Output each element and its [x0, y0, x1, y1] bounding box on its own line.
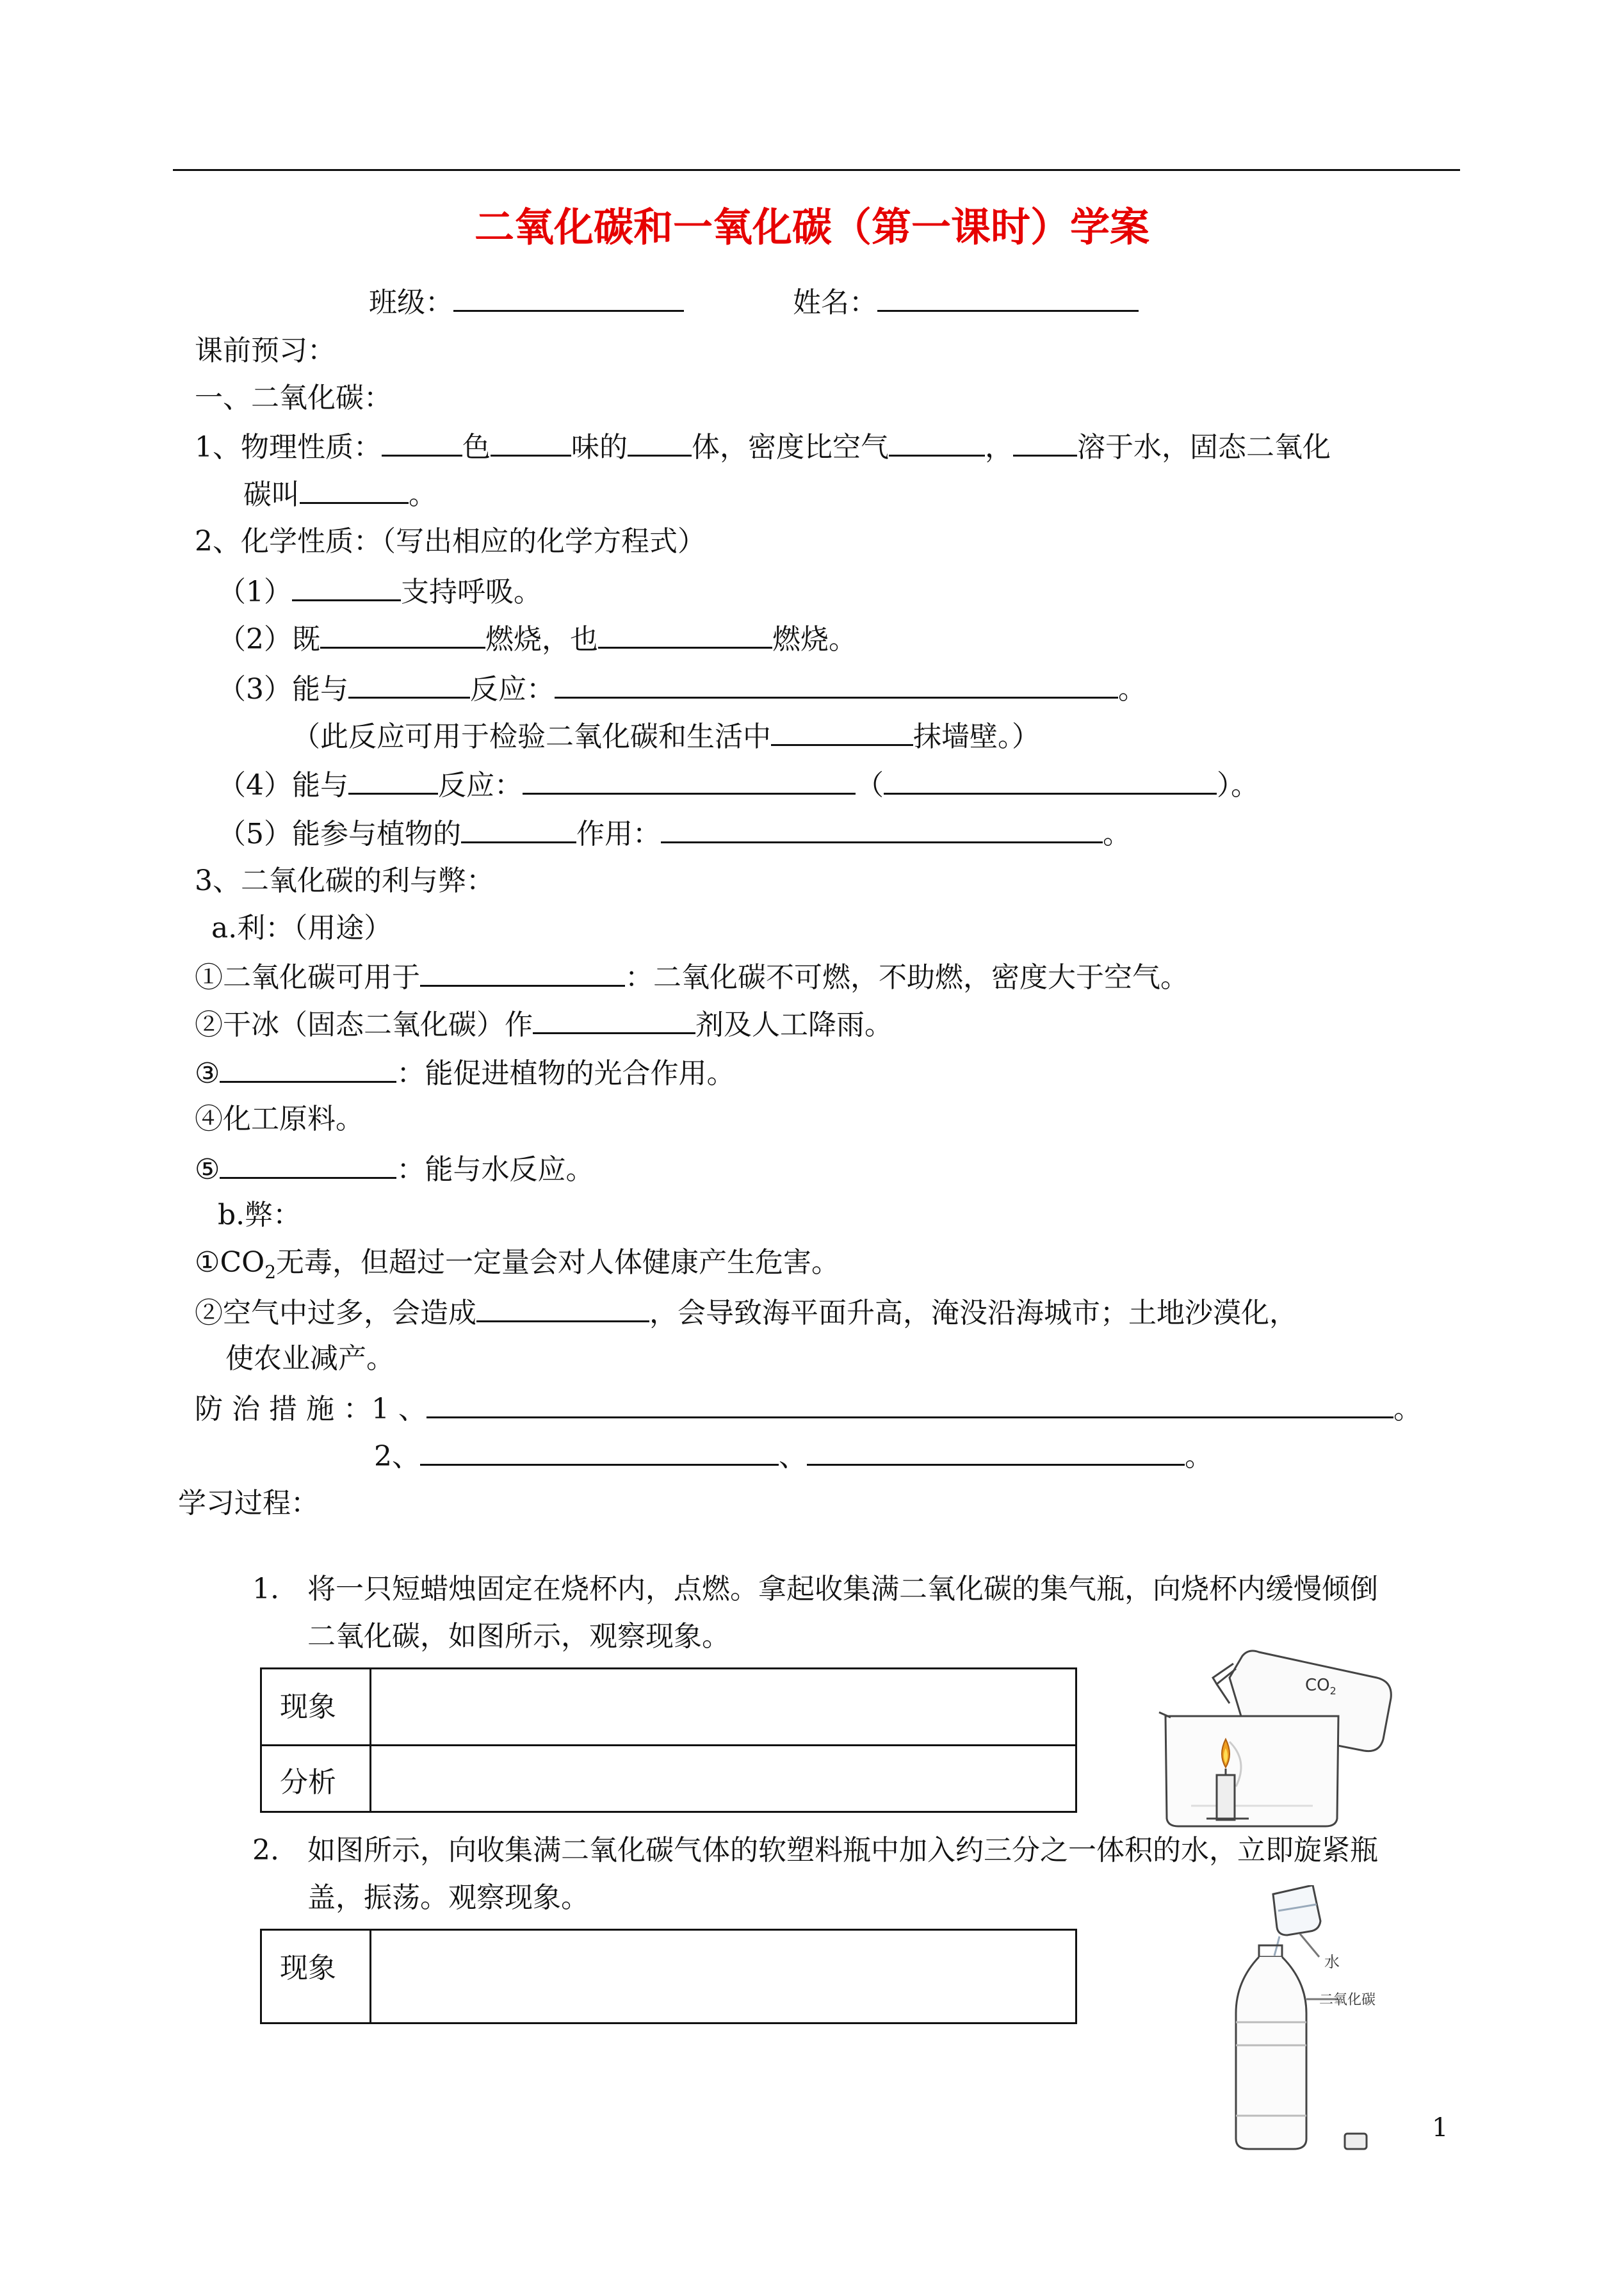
measure-2: 2、 、 。: [374, 1436, 1213, 1476]
chem-item-3: （3）能与 反应： 。: [218, 669, 1146, 709]
use-3: ③ ：能促进植物的光合作用。: [195, 1053, 735, 1093]
exp1-line1: 将一只短蜡烛固定在烧杯内，点燃。拿起收集满二氧化碳的集气瓶，向烧杯内缓慢倾倒: [307, 1573, 1378, 1605]
exp1-row-phenomenon-label: 现象: [261, 1669, 371, 1746]
preview-heading: 课前预习：: [195, 334, 336, 367]
harm-1: $①CO_2$无毒，但超过一定量会对人体健康产生危害。: [195, 1246, 840, 1283]
blank-state[interactable]: [628, 426, 692, 457]
blank-chem-5-equation[interactable]: [661, 813, 1103, 843]
blank-chem-1[interactable]: [292, 571, 401, 601]
exp1-analysis-cell[interactable]: [371, 1746, 1076, 1812]
blank-chem-4a[interactable]: [348, 765, 438, 795]
exp2-water-label: 水: [1324, 1953, 1340, 1971]
physical-properties-line1: 1、物理性质： 色 味的 体，密度比空气 ， 溶于水，固态二氧化: [195, 426, 1331, 467]
exp1-number: 1.: [252, 1573, 279, 1605]
harm-2: ②空气中过多，会造成 ，会导致海平面升高，淹没沿海城市；土地沙漠化，: [195, 1292, 1297, 1333]
blank-use-5[interactable]: [220, 1149, 396, 1179]
page-number: 1: [1432, 2113, 1449, 2143]
exp1-figure-beaker-candle: [1140, 1626, 1473, 1831]
blank-density[interactable]: [889, 426, 985, 457]
cons-label: b.弊：: [218, 1199, 302, 1231]
exp1-row-analysis-label: 分析: [261, 1746, 371, 1812]
exp1-phenomenon-cell[interactable]: [371, 1669, 1076, 1746]
class-blank[interactable]: [453, 282, 684, 312]
pros-cons-heading: 3、二氧化碳的利与弊：: [195, 864, 494, 897]
blank-measure-1[interactable]: [426, 1388, 1393, 1418]
page-title: 二氧化碳和一氧化碳（第一课时）学案: [474, 204, 1149, 250]
class-field: [369, 282, 684, 322]
exp2-line1: 如图所示，向收集满二氧化碳气体的软塑料瓶中加入约三分之一体积的水，立即旋紧瓶: [307, 1834, 1378, 1867]
exp2-figure-bottle: [1223, 1885, 1415, 2154]
blank-use-2[interactable]: [533, 1004, 695, 1034]
use-2: ②干冰（固态二氧化碳）作 剂及人工降雨。: [195, 1004, 893, 1044]
blank-chem-3-equation[interactable]: [555, 669, 1118, 699]
blank-chem-3-note[interactable]: [771, 716, 913, 746]
section1-heading: 一、二氧化碳：: [195, 382, 392, 414]
exp1-line2: 二氧化碳，如图所示，观察现象。: [307, 1620, 730, 1653]
blank-measure-2a[interactable]: [420, 1436, 779, 1466]
blank-harm-2[interactable]: [476, 1292, 649, 1322]
name-label: 姓名：: [793, 286, 877, 319]
use-5: ⑤ ：能与水反应。: [195, 1149, 594, 1189]
blank-measure-2b[interactable]: [807, 1436, 1185, 1466]
chem-item-2: （2）既 燃烧，也 燃烧。: [218, 619, 857, 659]
blank-use-1[interactable]: [420, 957, 625, 987]
blank-solubility[interactable]: [1013, 426, 1077, 457]
harm-2-cont: 使农业减产。: [225, 1342, 394, 1375]
physical-properties-line2: 碳叫 。: [243, 474, 437, 514]
exp2-number: 2.: [252, 1834, 279, 1867]
blank-smell[interactable]: [491, 426, 571, 457]
blank-use-3[interactable]: [220, 1053, 396, 1083]
chemical-heading: 2、化学性质：（写出相应的化学方程式）: [195, 525, 706, 558]
blank-chem-2a[interactable]: [320, 619, 485, 649]
chem-item-4: （4）能与 反应： （ ）。: [218, 765, 1259, 805]
blank-chem-4-note[interactable]: [884, 765, 1217, 795]
exp2-gas-label: 二氧化碳: [1319, 1992, 1376, 2008]
exp2-row-phenomenon-label: 现象: [261, 1930, 371, 2023]
class-label: 班级：: [369, 286, 453, 319]
blank-color[interactable]: [382, 426, 462, 457]
blank-chem-5a[interactable]: [461, 813, 576, 843]
blank-chem-2b[interactable]: [598, 619, 772, 649]
name-field: [793, 282, 1139, 322]
exp1-table: [260, 1667, 1077, 1813]
measure-1: 防 治 措 施 ：1 、 。: [195, 1388, 1422, 1429]
use-1: ①二氧化碳可用于 ：二氧化碳不可燃，不助燃，密度大于空气。: [195, 957, 1189, 997]
use-4: ④化工原料。: [195, 1103, 364, 1135]
name-blank[interactable]: [877, 282, 1139, 312]
blank-chem-4-equation[interactable]: [523, 765, 856, 795]
pros-label: a.利：（用途）: [211, 912, 393, 945]
exp1-figure-co2-label: $CO_2$: [1305, 1676, 1336, 1697]
chem-item-5: （5）能参与植物的 作用： 。: [218, 813, 1131, 854]
chem-item-1: （1） 支持呼吸。: [218, 571, 542, 612]
chem-item-3-note: （此反应可用于检验二氧化碳和生活中 抹墙壁。）: [292, 716, 1040, 756]
blank-chem-3a[interactable]: [348, 669, 470, 699]
exp2-table: [260, 1929, 1077, 2024]
exp2-phenomenon-cell[interactable]: [371, 1930, 1076, 2023]
blank-dry-ice[interactable]: [300, 474, 409, 504]
process-heading: 学习过程：: [178, 1487, 319, 1520]
header-rule: [173, 169, 1460, 171]
exp2-line2: 盖，振荡。观察现象。: [307, 1881, 589, 1914]
